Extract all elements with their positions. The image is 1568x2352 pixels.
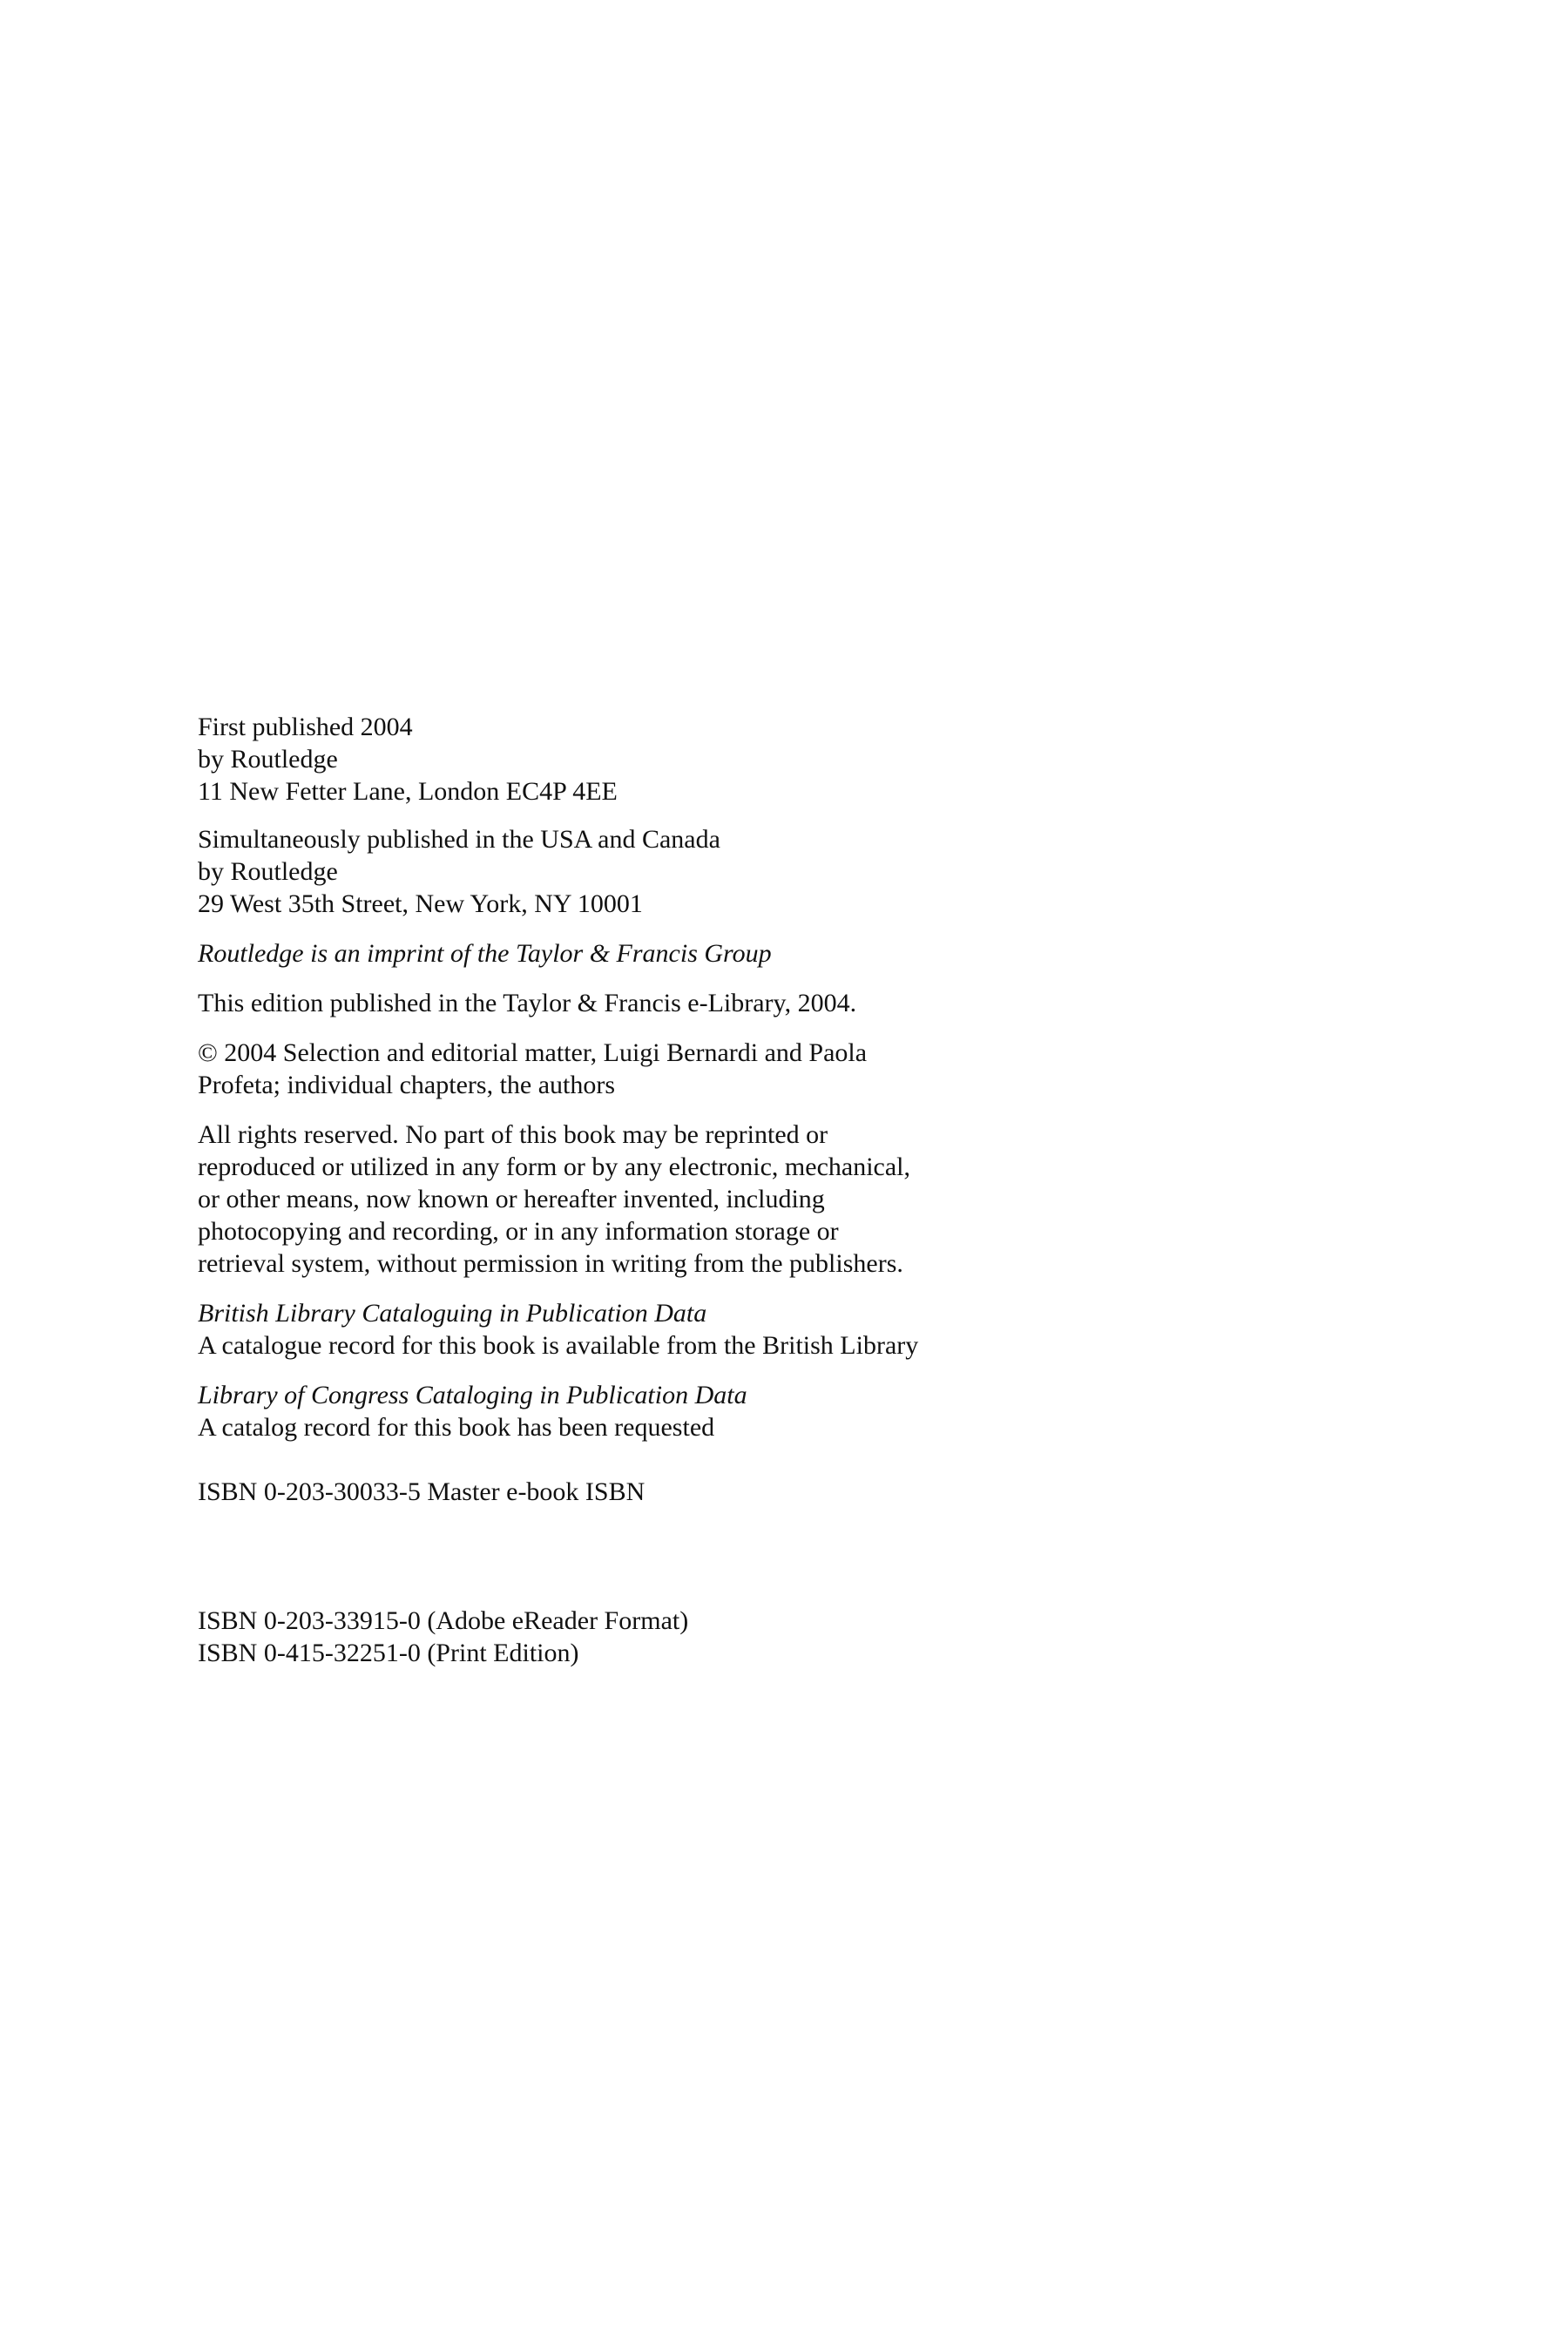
british-library-heading: British Library Cataloguing in Publication Data [198,1299,707,1328]
rights-line-5: retrieval system, without permission in writing from the publishers. [198,1249,903,1278]
rights-line-1: All rights reserved. No part of this book may be reprinted or [198,1120,828,1149]
simultaneous-publication-line: Simultaneously published in the USA and Canada [198,825,720,854]
first-published-line: First published 2004 [198,713,413,741]
copyright-line-1: © 2004 Selection and editorial matter, Luigi Bernardi and Paola [198,1038,868,1067]
elibrary-note: This edition published in the Taylor & Francis e-Library, 2004. [198,989,857,1017]
first-publication [198,711,1156,808]
library-of-congress-heading: Library of Congress Cataloging in Publication Data [198,1381,747,1409]
rights-notice [198,1119,1156,1280]
rights-line-2: reproduced or utilized in any form or by any electronic, mechanical, [198,1152,910,1181]
uk-address-line: 11 New Fetter Lane, London EC4P 4EE [198,777,618,806]
copyright-line-2: Profeta; individual chapters, the authors [198,1071,616,1099]
us-publisher-line: by Routledge [198,857,338,886]
publisher-line: by Routledge [198,745,338,774]
imprint-note: Routledge is an imprint of the Taylor & Francis Group [198,939,772,968]
isbn-adobe-ereader: ISBN 0-203-33915-0 (Adobe eReader Format) [198,1606,689,1635]
british-library-text: A catalogue record for this book is available from the British Library [198,1331,919,1360]
library-of-congress-cip [198,1379,1156,1443]
imprint-block [198,711,1156,1669]
us-address-line: 29 West 35th Street, New York, NY 10001 [198,889,643,918]
copyright-notice [198,1037,1156,1101]
rights-line-3: or other means, now known or hereafter invented, including [198,1185,825,1213]
rights-line-4: photocopying and recording, or in any information storage or [198,1217,839,1246]
isbn-master: ISBN 0-203-30033-5 Master e-book ISBN [198,1477,645,1506]
isbn-print-edition: ISBN 0-415-32251-0 (Print Edition) [198,1639,579,1667]
isbn-other [198,1605,1156,1669]
british-library-cip [198,1297,1156,1362]
library-of-congress-text: A catalog record for this book has been requested [198,1413,715,1442]
us-publication [198,823,1156,920]
